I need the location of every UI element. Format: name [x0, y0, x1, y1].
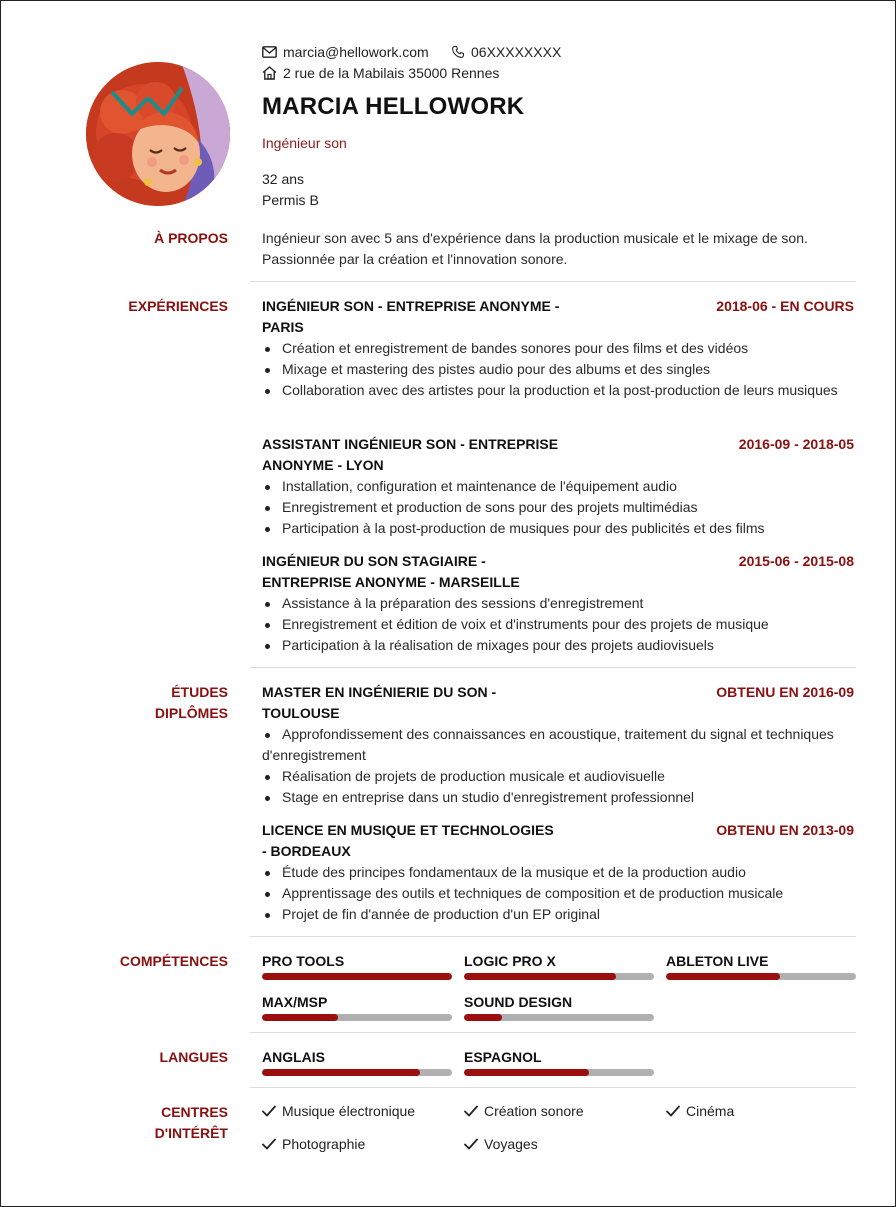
list-item: Enregistrement et production de sons pour des projets multimédias — [262, 497, 856, 518]
language-item — [262, 1048, 452, 1076]
list-item: Participation à la réalisation de mixages pour des projets audiovisuels — [262, 635, 856, 656]
skill-bar-fill — [464, 973, 616, 980]
interest-label: Création sonore — [484, 1103, 584, 1119]
section-title-languages: LANGUES — [159, 1049, 228, 1065]
language-bar-fill — [464, 1069, 589, 1076]
study-1-bullets — [262, 724, 856, 808]
skill-label: ABLETON LIVE — [666, 953, 769, 969]
language-bar — [464, 1069, 654, 1076]
section-title-studies-line-2: DIPLÔMES — [154, 705, 228, 721]
experience-2-bullets — [262, 476, 856, 539]
experience-3-bullets — [262, 593, 856, 656]
list-item: Projet de fin d'année de production d'un EP original — [262, 904, 856, 925]
experience-3-date: 2015-06 - 2015-08 — [738, 553, 854, 569]
skill-bar-fill — [464, 1014, 502, 1021]
list-item: Installation, configuration et maintenance de l'équipement audio — [262, 476, 856, 497]
experience-1-date: 2018-06 - EN COURS — [716, 298, 854, 314]
phone-text[interactable]: 06XXXXXXXX — [471, 44, 562, 60]
envelope-icon — [262, 46, 277, 58]
skill-bar-fill — [666, 973, 780, 980]
section-title-about: À PROPOS — [154, 230, 228, 246]
section-divider — [250, 1032, 856, 1033]
skill-bar-fill — [262, 973, 452, 980]
interest-label: Voyages — [484, 1136, 538, 1152]
job-title: Ingénieur son — [262, 135, 347, 151]
section-title-studies — [155, 682, 228, 724]
language-label: ESPAGNOL — [464, 1049, 542, 1065]
study-1-date: OBTENU EN 2016-09 — [716, 684, 854, 700]
study-2-date: OBTENU EN 2013-09 — [716, 822, 854, 838]
checkmark-icon — [464, 1105, 478, 1117]
skill-bar — [262, 1014, 452, 1021]
language-label: ANGLAIS — [262, 1049, 325, 1065]
section-divider — [250, 667, 856, 668]
checkmark-icon — [666, 1105, 680, 1117]
interest-item — [666, 1103, 734, 1119]
skill-item — [464, 993, 654, 1021]
section-divider — [250, 281, 856, 282]
list-item: Apprentissage des outils et techniques de composition et de production musicale — [262, 883, 856, 904]
checkmark-icon — [464, 1138, 478, 1150]
skill-item — [262, 993, 452, 1021]
license-text: Permis B — [262, 192, 319, 208]
study-2-bullets — [262, 862, 856, 925]
skill-label: LOGIC PRO X — [464, 953, 556, 969]
skill-bar — [262, 973, 452, 980]
study-2-title-line-1: LICENCE EN MUSIQUE ET TECHNOLOGIES — [262, 822, 554, 838]
skill-label: SOUND DESIGN — [464, 994, 573, 1010]
section-divider — [250, 936, 856, 937]
list-item: Mixage et mastering des pistes audio pour des albums et des singles — [262, 359, 856, 380]
interest-item — [262, 1103, 415, 1119]
list-item: Participation à la post-production de musiques pour des publicités et des films — [262, 518, 856, 539]
contact-email — [262, 44, 429, 60]
address-text: 2 rue de la Mabilais 35000 Rennes — [283, 65, 500, 81]
experience-3-title-line-1: INGÉNIEUR DU SON STAGIAIRE - — [262, 553, 486, 569]
checkmark-icon — [262, 1105, 276, 1117]
section-title-interests-line-1: CENTRES — [161, 1104, 228, 1120]
experience-2-title — [262, 434, 558, 476]
skill-item — [464, 952, 654, 980]
list-item: Stage en entreprise dans un studio d'enregistrement professionnel — [262, 787, 856, 808]
experience-3-title-line-2: ENTREPRISE ANONYME - MARSEILLE — [262, 574, 520, 590]
interest-label: Musique électronique — [282, 1103, 416, 1119]
skill-item — [262, 952, 452, 980]
age-text: 32 ans — [262, 171, 305, 187]
checkmark-icon — [262, 1138, 276, 1150]
interest-item — [464, 1136, 538, 1152]
list-item: Approfondissement des connaissances en acoustique, traitement du signal et techniques d'enregistrement — [262, 724, 856, 766]
list-item: Assistance à la préparation des sessions d'enregistrement — [262, 593, 856, 614]
experience-1-title — [262, 296, 559, 338]
profile-photo — [86, 62, 230, 206]
experience-1-bullets — [262, 338, 856, 401]
skill-bar — [666, 973, 856, 980]
study-1-title-line-1: MASTER EN INGÉNIERIE DU SON - — [262, 684, 497, 700]
list-item: Réalisation de projets de production musicale et audiovisuelle — [262, 766, 856, 787]
study-1-title-line-2: TOULOUSE — [262, 705, 340, 721]
experience-2-title-line-2: ANONYME - LYON — [262, 457, 384, 473]
list-item: Étude des principes fondamentaux de la musique et de la production audio — [262, 862, 856, 883]
email-text[interactable]: marcia@hellowork.com — [283, 44, 429, 60]
contact-phone — [451, 44, 561, 60]
phone-icon — [451, 45, 465, 59]
contact-address — [262, 65, 499, 81]
experience-3-title — [262, 551, 520, 593]
section-title-studies-line-1: ÉTUDES — [171, 684, 228, 700]
experience-1-title-line-1: INGÉNIEUR SON - ENTREPRISE ANONYME - — [262, 298, 560, 314]
candidate-name: MARCIA HELLOWORK — [262, 93, 525, 120]
interest-item — [464, 1103, 584, 1119]
section-title-skills: COMPÉTENCES — [119, 953, 228, 969]
interest-label: Photographie — [282, 1136, 366, 1152]
language-bar-fill — [262, 1069, 420, 1076]
section-title-experiences: EXPÉRIENCES — [128, 298, 228, 314]
about-text — [262, 228, 808, 270]
list-item: Enregistrement et édition de voix et d'instruments pour des projets de musique — [262, 614, 856, 635]
list-item: Collaboration avec des artistes pour la production et la post-production de leurs musiques — [262, 380, 856, 401]
home-icon — [262, 66, 277, 80]
experience-1-title-line-2: PARIS — [262, 319, 304, 335]
language-bar — [262, 1069, 452, 1076]
skill-label: MAX/MSP — [262, 994, 328, 1010]
language-item — [464, 1048, 654, 1076]
about-line-2: Passionnée par la création et l'innovation sonore. — [262, 251, 568, 267]
skill-bar-fill — [262, 1014, 338, 1021]
experience-2-title-line-1: ASSISTANT INGÉNIEUR SON - ENTREPRISE — [262, 436, 559, 452]
section-title-interests — [155, 1102, 228, 1144]
skill-bar — [464, 973, 654, 980]
skill-bar — [464, 1014, 654, 1021]
interest-label: Cinéma — [686, 1103, 735, 1119]
study-1-title — [262, 682, 496, 724]
about-line-1: Ingénieur son avec 5 ans d'expérience dans la production musicale et le mixage de son. — [262, 230, 808, 246]
section-divider — [250, 1087, 856, 1088]
skill-label: PRO TOOLS — [262, 953, 345, 969]
skill-item — [666, 952, 856, 980]
study-2-title-line-2: - BORDEAUX — [262, 843, 351, 859]
interest-item — [262, 1136, 365, 1152]
experience-2-date: 2016-09 - 2018-05 — [738, 436, 854, 452]
section-title-interests-line-2: D'INTÉRÊT — [154, 1125, 228, 1141]
study-2-title — [262, 820, 554, 862]
list-item: Création et enregistrement de bandes sonores pour des films et des vidéos — [262, 338, 856, 359]
avatar-illustration — [86, 62, 230, 206]
